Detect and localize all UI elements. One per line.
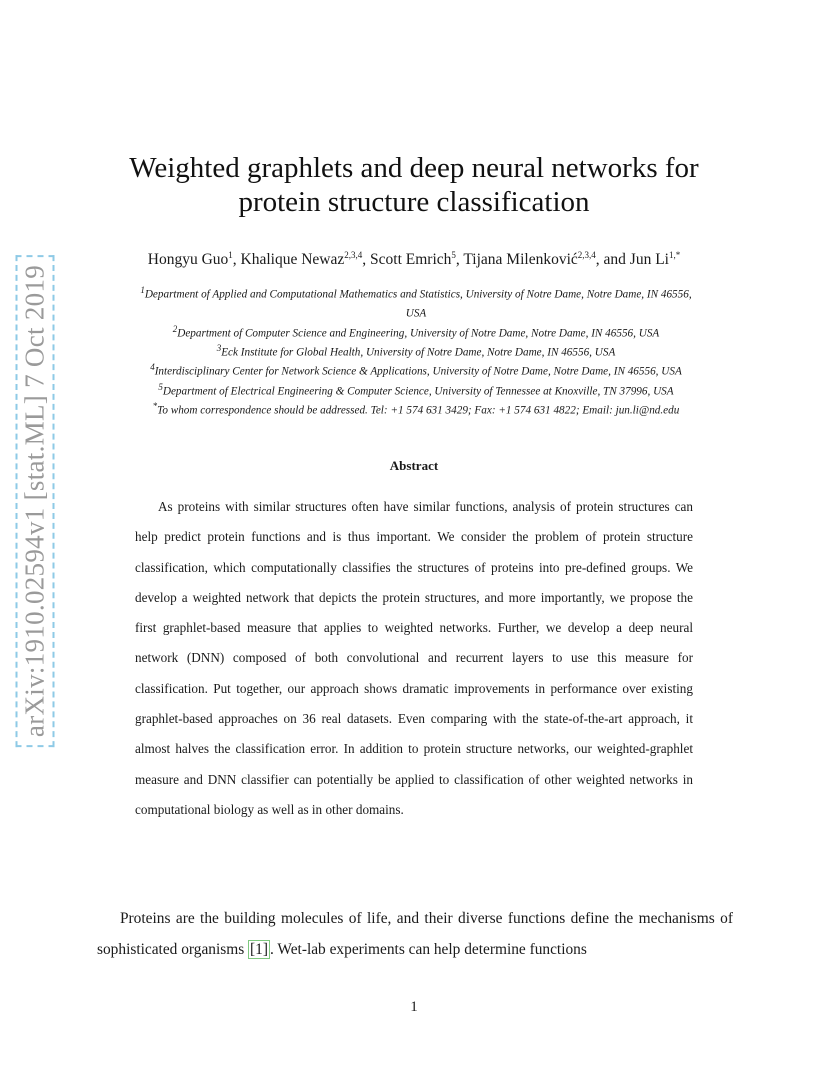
intro-paragraph [97,903,733,965]
abstract-body [135,492,693,825]
title-line-1: Weighted graphlets and deep neural networks for [129,152,699,184]
author-affil-sup: 1 [228,250,233,260]
abstract-heading: Abstract [389,458,439,473]
authors-conjunction: and [603,251,626,269]
affiliation: $^2$Department of Computer Science and Engineering, University of Notre Dame, Notre Dame, IN 46556, USA [172,323,660,340]
author-affil-sup: 2,3,4 [344,250,363,260]
page-number: 1 [410,999,418,1015]
author-name: Khalique Newaz [240,251,345,269]
citation-link[interactable]: [1] [250,941,268,958]
author-name: Hongyu Guo [147,251,229,269]
author-name: Jun Li [629,251,669,269]
affiliation: $^5$Department of Electrical Engineering & Computer Science, University of Tennessee at Knoxville, TN 37996, USA [158,381,674,398]
intro-text-continued: . Wet-lab experiments can help determine functions [270,941,587,958]
intro-text: Proteins are the building molecules of life, and their diverse functions define the mechanisms of sophisticated organisms [97,910,733,958]
paper-title [0,151,828,219]
author-name: Tijana Milenković [463,251,578,269]
author-affil-sup: 2,3,4 [577,250,596,260]
affiliation: USA [405,308,427,321]
abstract-paragraph: As proteins with similar structures often have similar functions, analysis of protein structures can help predict protein functions and is thus important. We consider the problem of protein structure classification, which computationally classifies the structures of proteins into pre-defined groups. We develop a weighted network that depicts the protein structures, and more importantly, we propose the first graphlet-based measure that applies to weighted networks. Further, we develop a deep neural network (DNN) composed of both convolutional and recurrent layers to use this measure for classification. Put together, our approach shows dramatic improvements in performance over existing graphlet-based approaches on 36 real datasets. Even comparing with the state-of-the-art approach, it almost halves the classification error. In addition to protein structure networks, our weighted-graphlet measure and DNN classifier can potentially be applied to classification of other weighted networks in computational biology as well as in other domains. [135,499,693,817]
author-list: Hongyu Guo$^1$, Khalique Newaz$^{2,3,4}$, Scott Emrich$^5$, Tijana Milenković$^{2,3,4}$, and Jun $Li^{1,*}$ [147,250,681,269]
author-affil-sup: 1,* [668,250,681,260]
affiliations [96,283,736,418]
affiliation: $^1$Department of Applied and Computational Mathematics and Statistics, University of Notre Dame, Notre Dame, IN 46556, [140,285,692,301]
affiliation: $^4$Interdisciplinary Center for Network Science & Applications, University of Notre Dame, Notre Dame, IN 46556, USA [150,362,682,379]
author-name: Scott Emrich [370,251,452,269]
correspondence-note: *To whom correspondence should be addressed. Tel: +1 574 631 3429; Fax: +1 574 631 4822; Email: jun.li@nd.edu [152,400,680,417]
author-affil-sup: 5 [451,250,456,260]
arxiv-stamp [12,256,58,746]
affiliation: $^3$Eck Institute for Global Health, University of Notre Dame, Notre Dame, IN 46556, USA [216,342,616,359]
arxiv-identifier: arXiv:1910.02594v1 [stat.ML] 7 Oct 2019 [16,255,55,747]
title-line-2: protein structure classification [238,186,590,218]
